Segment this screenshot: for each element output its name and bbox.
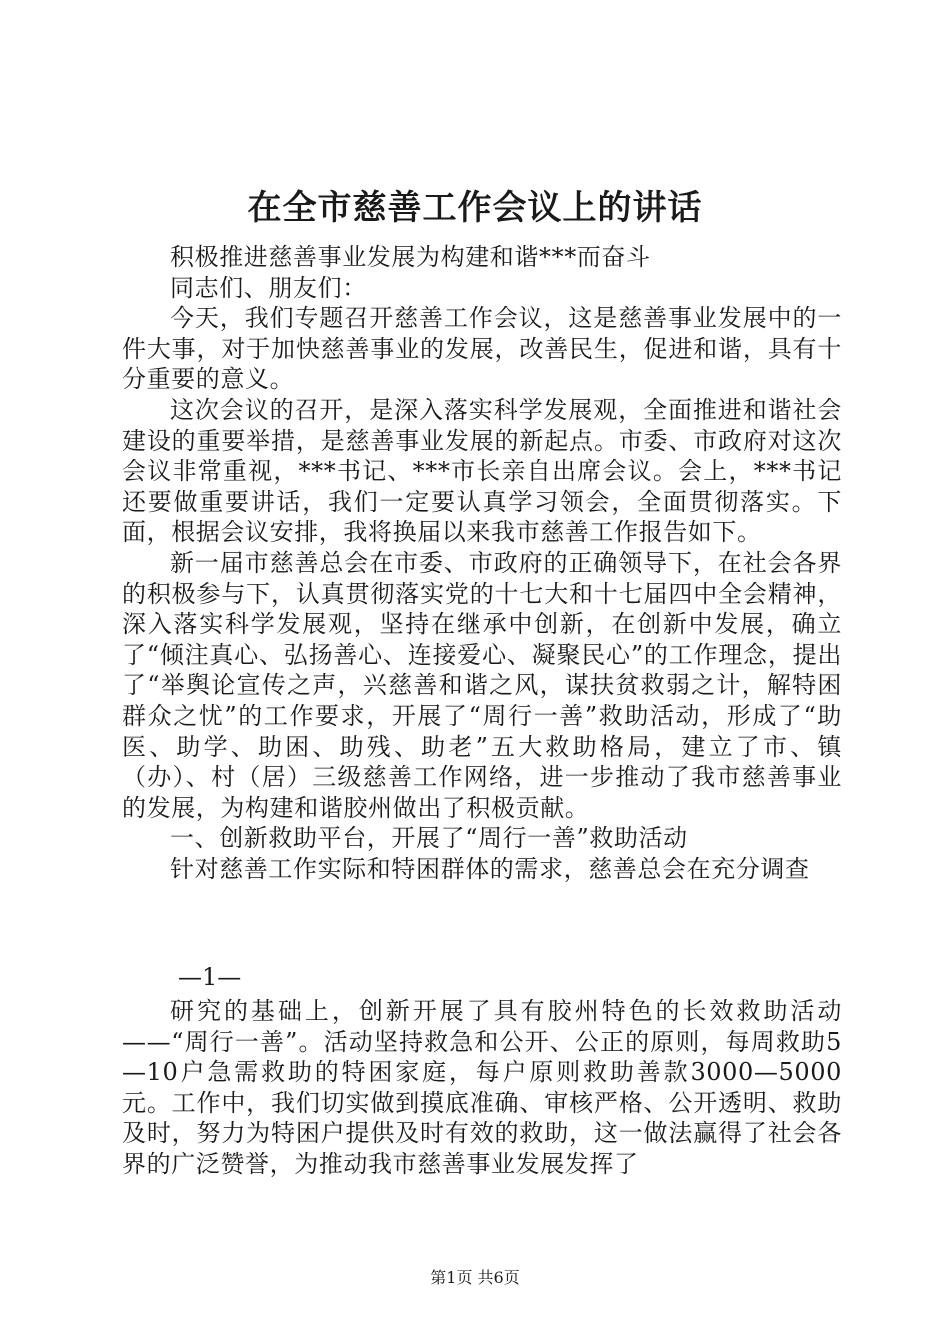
paragraph: 针对慈善工作实际和特困群体的需求，慈善总会在充分调查: [170, 854, 810, 883]
document-title: 在全市慈善工作会议上的讲话: [247, 188, 703, 228]
page-marker: —1—: [178, 963, 242, 991]
salutation: 同志们、朋友们：: [170, 273, 367, 302]
page-footer: 第1页 共6页: [430, 1268, 520, 1287]
paragraph: 今天，我们专题召开慈善工作会议，这是慈善事业发展中的一件大事，对于加快慈善事业的发展，改善民生，促进和谐，具有十分重要的意义。: [122, 304, 842, 394]
section-heading: 一、创新救助平台，开展了“周行一善”救助活动: [170, 824, 688, 853]
paragraph: 这次会议的召开，是深入落实科学发展观，全面推进和谐社会建设的重要举措，是慈善事业发展的新起点。市委、市政府对这次会议非常重视，***书记、***市长亲自出席会议。会上，***书记还要做重要讲话，我们一定要认真学习领会，全面贯彻落实。下面，根据会议安排，我将换届以来我市慈善工作报告如下。: [122, 395, 842, 547]
document-body: [122, 242, 842, 884]
paragraph: 研究的基础上，创新开展了具有胶州特色的长效救助活动——“周行一善”。活动坚持救急和公开、公正的原则，每周救助5—10户急需救助的特困家庭，每户原则救助善款3000—5000元。工作中，我们切实做到摸底准确、审核严格、公开透明、救助及时，努力为特困户提供及时有效的救助，这一做法赢得了社会各界的广泛赞誉，为推动我市慈善事业发展发挥了: [122, 997, 842, 1178]
paragraph: 新一届市慈善总会在市委、市政府的正确领导下，在社会各界的积极参与下，认真贯彻落实党的十七大和十七届四中全会精神，深入落实科学发展观，坚持在继承中创新，在创新中发展，确立了“倾注真心、弘扬善心、连接爱心、凝聚民心”的工作理念，提出了“举舆论宣传之声，兴慈善和谐之风，谋扶贫救弱之计，解特困群众之忧”的工作要求，开展了“周行一善”救助活动，形成了“助医、助学、助困、助残、助老”五大救助格局，建立了市、镇（办）、村（居）三级慈善工作网络，进一步推动了我市慈善事业的发展，为构建和谐胶州做出了积极贡献。: [122, 548, 842, 822]
document-subtitle: 积极推进慈善事业发展为构建和谐***而奋斗: [170, 243, 651, 271]
document-body-continued: [122, 996, 842, 1180]
